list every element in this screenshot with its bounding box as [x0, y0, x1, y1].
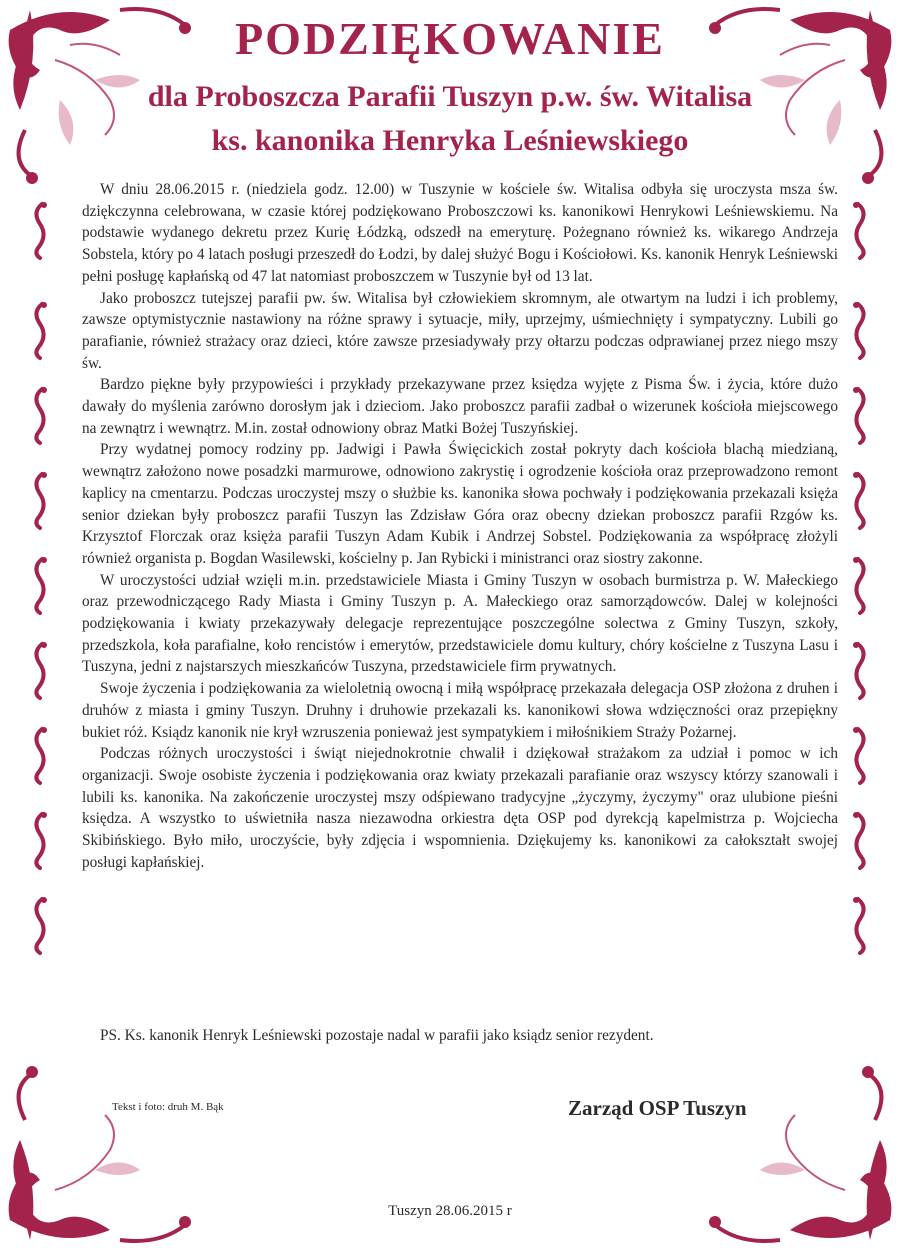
body-paragraph: W uroczystości udział wzięli m.in. przedstawiciele Miasta i Gminy Tuszyn w osobach burmistrza p. W. Małeckiego oraz przewodniczącego Rady Miasta i Gminy Tuszyn p. A. Małeckiego oraz samorządowców. Dalej w kolejności podziękowania i kwiaty przekazywały delegacje reprezentujące poszczególne solectwa z Gminy Tuszyn, szkoły, przedszkola, koła parafialne, koło rencistów i emerytów, przedstawiciele domu kultury, chóry kościelne z Tuszyna Lasu i Tuszyna, jedni z najstarszych mieszkańców Tuszyna, przedstawiciele firm prywatnych. — [82, 571, 838, 676]
document-subtitle-name: ks. kanonika Henryka Leśniewskiego — [211, 124, 689, 157]
signature: Zarząd OSP Tuszyn — [568, 1096, 747, 1120]
document-title: PODZIĘKOWANIE — [235, 13, 665, 64]
swirl-ornament-right — [848, 640, 870, 702]
swirl-ornament-left — [30, 385, 52, 447]
floral-corner-ornament-bottom-right — [700, 1050, 900, 1250]
swirl-ornament-left — [30, 895, 52, 957]
swirl-ornament-right — [848, 810, 870, 872]
body-paragraph: Swoje życzenia i podziękowania za wieloletnią owocną i miłą współpracę przekazała delegacja OSP złożona z druhen i druhów z miasta i gminy Tuszyn. Druhny i druhowie przekazali ks. kanonikowi słowa wdzięczności oraz przepiękny bukiet róż. Ksiądz kanonik nie krył wzruszenia ponieważ jest sympatykiem i miłośnikiem Straży Pożarnej. — [82, 680, 838, 741]
swirl-ornament-right — [848, 555, 870, 617]
swirl-ornament-left — [30, 725, 52, 787]
swirl-ornament-left — [30, 640, 52, 702]
swirl-ornament-left — [30, 810, 52, 872]
floral-corner-ornament-bottom-left — [0, 1050, 200, 1250]
swirl-ornament-left — [30, 555, 52, 617]
swirl-ornament-right — [848, 300, 870, 362]
letter-body — [82, 179, 838, 874]
swirl-ornament-right — [848, 200, 870, 262]
body-paragraph: Przy wydatnej pomocy rodziny pp. Jadwigi i Pawła Święcickich został pokryty dach kościoła blachą miedzianą, wewnątrz założono nowe posadzki marmurowe, odnowiono zakrystię i ogrodzenie kościoła oraz przeprowadzono remont kaplicy na cmentarzu. Podczas uroczystej mszy o służbie ks. kanonika słowa pochwały i podziękowania przekazali księża senior dziekan były proboszcz parafii Tuszyn las Zdzisław Góra oraz obecny dziekan proboszcz parafii Rzgów ks. Krzysztof Florczak oraz księża parafii Tuszyn Adam Kubik i Andrzej Sobstel. Podziękowania za współpracę złożyli również organista p. Bogdan Wasilewski, kościelny p. Jan Rybicki i ministranci oraz siostry zakonne. — [82, 441, 838, 567]
swirl-ornament-left — [30, 300, 52, 362]
document-subtitle: dla Proboszcza Parafii Tuszyn p.w. św. Witalisa — [147, 80, 753, 113]
body-paragraph: W dniu 28.06.2015 r. (niedziela godz. 12.00) w Tuszynie w kościele św. Witalisa odbyła się uroczysta msza św. dziękczynna celebrowana, w czasie której podziękowano Proboszczowi ks. kanonikowi Henrykowi Leśniewskiemu. Na podstawie wydanego dekretu przez Kurię Łódzką, odszedł na emeryturę. Pożegnano również ks. wikarego Andrzeja Sobstela, który po 4 latach posługi przeszedł do Łodzi, by dalej służyć Bogu i Kościołowi. Ks. kanonik Henryk Leśniewski pełni posługę kapłańską od 47 lat natomiast proboszczem w Tuszynie był od 13 lat. — [82, 181, 838, 285]
body-paragraph: Podczas różnych uroczystości i świąt niejednokrotnie chwalił i dziękował strażakom za udział i pomoc w ich organizacji. Swoje osobiste życzenia i podziękowania oraz kwiaty przekazali parafianie oraz wszyscy którzy szanowali i lubili ks. kanonika. Na zakończenie uroczystej mszy odśpiewano tradycyjne „życzymy, życzymy" oraz ulubione pieśni księdza. A wszystko to uświetniła nasza niezawodna orkiestra dęta OSP pod dyrekcją kapelmistrza p. Wojciecha Skibińskiego. Było miło, uroczyście, były zdjęcia i wspomnienia. Dziękujemy ks. kanonikowi za całokształt swojej posługi kapłańskiej. — [82, 745, 838, 871]
place-and-date: Tuszyn 28.06.2015 r — [388, 1203, 512, 1219]
postscript: PS. Ks. kanonik Henryk Leśniewski pozostaje nadal w parafii jako ksiądz senior rezydent. — [100, 1027, 654, 1044]
body-paragraph: Bardzo piękne były przypowieści i przykłady przekazywane przez księdza wyjęte z Pisma Św. i życia, które dużo dawały do myślenia zarówno dorosłym jak i dzieciom. Jako proboszcz parafii zadbał o wizerunek kościoła miejscowego na zewnątrz i wewnątrz. M.in. został odnowiony obraz Matki Bożej Tuszyńskiej. — [82, 376, 838, 437]
photo-credit: Tekst i foto: druh M. Bąk — [112, 1101, 224, 1113]
swirl-ornament-right — [848, 895, 870, 957]
swirl-ornament-right — [848, 470, 870, 532]
swirl-ornament-left — [30, 200, 52, 262]
body-paragraph: Jako proboszcz tutejszej parafii pw. św. Witalisa był człowiekiem skromnym, ale otwartym na ludzi i ich problemy, zawsze optymistycznie nastawiony na różne sprawy i sytuacje, miły, uprzejmy, uśmiechnięty i sympatyczny. Lubili go parafianie, również strażacy oraz dzieci, które zawsze przesiadywały przy ołtarzu podczas odprawianej przez niego mszy św. — [82, 289, 838, 372]
swirl-ornament-right — [848, 725, 870, 787]
swirl-ornament-left — [30, 470, 52, 532]
swirl-ornament-right — [848, 385, 870, 447]
